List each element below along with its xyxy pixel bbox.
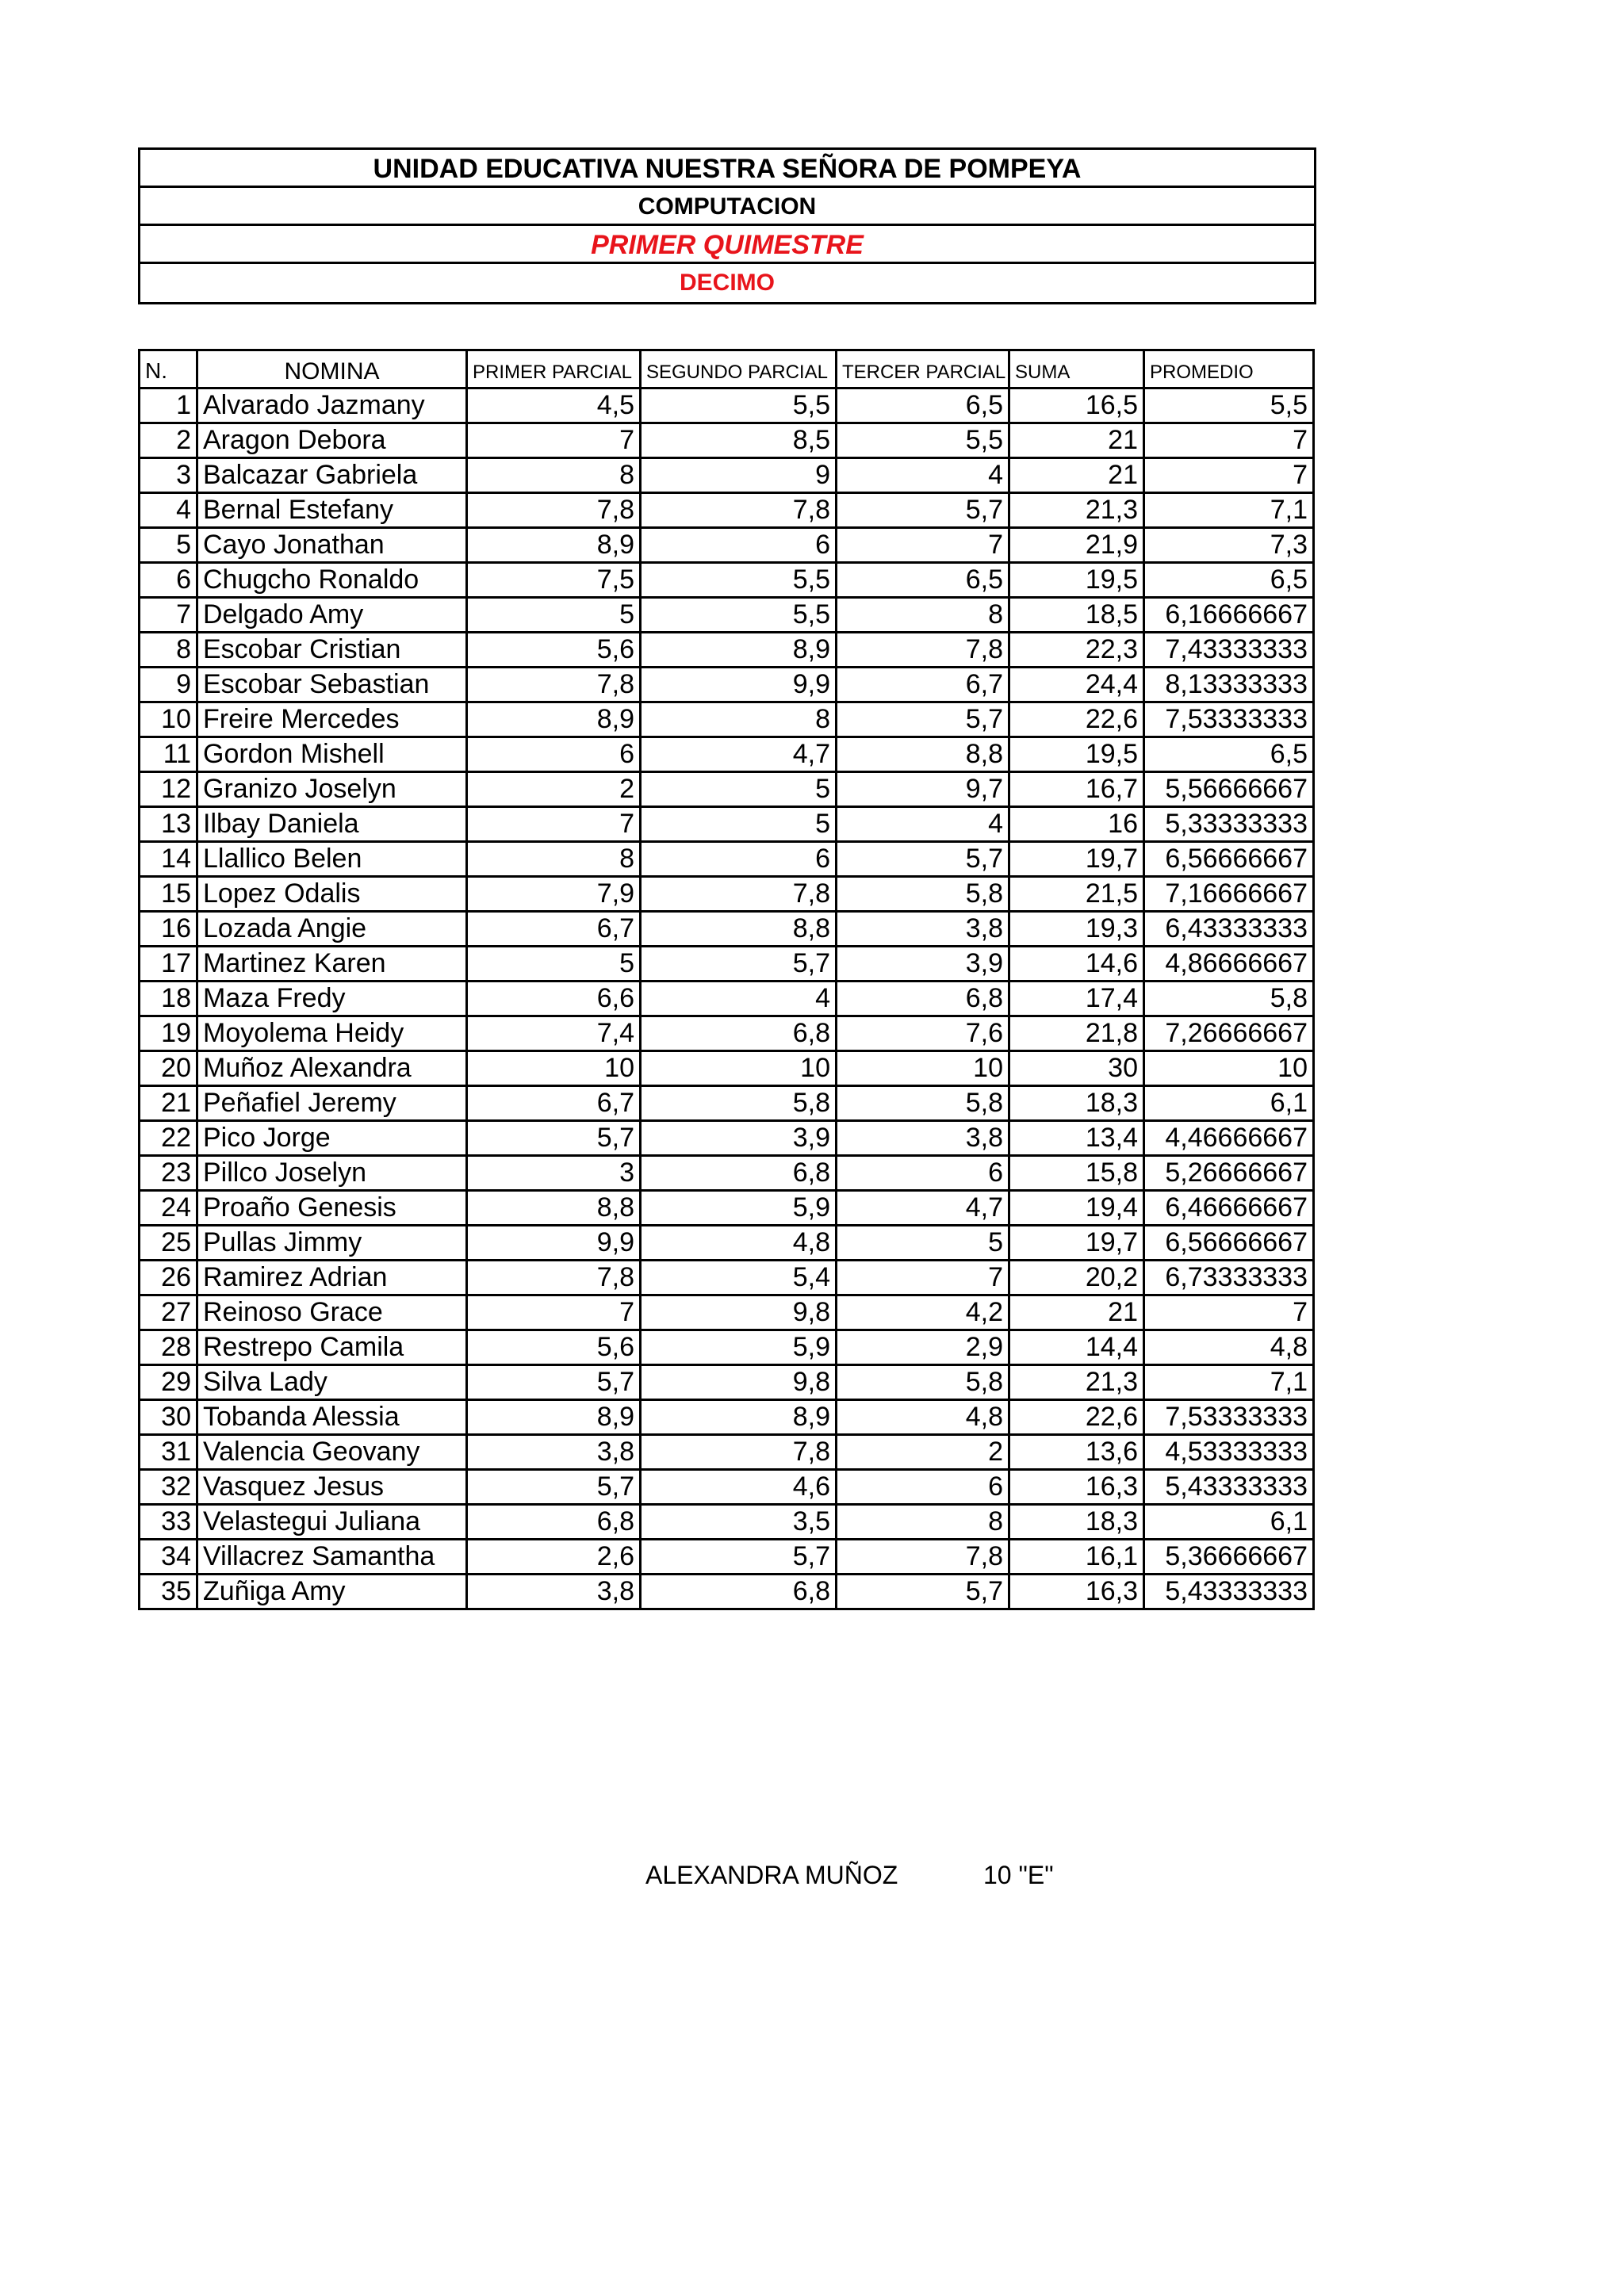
cell-primer-parcial: 7,8: [467, 493, 641, 528]
cell-primer-parcial: 5,7: [467, 1365, 641, 1400]
cell-primer-parcial: 9,9: [467, 1226, 641, 1261]
table-row: [140, 1470, 1314, 1505]
cell-tercer-parcial: 6,7: [837, 668, 1009, 702]
table-row: [140, 737, 1314, 772]
cell-primer-parcial: 2: [467, 772, 641, 807]
cell-suma: 16,3: [1009, 1575, 1144, 1609]
subject-name: COMPUTACION: [140, 188, 1314, 226]
class-label: 10 "E": [983, 1861, 1054, 1889]
cell-promedio: 5,26666667: [1144, 1156, 1314, 1191]
table-row: [140, 633, 1314, 668]
cell-primer-parcial: 5: [467, 598, 641, 633]
table-row: [140, 1505, 1314, 1540]
cell-tercer-parcial: 10: [837, 1051, 1009, 1086]
cell-tercer-parcial: 6: [837, 1470, 1009, 1505]
cell-segundo-parcial: 5,7: [641, 1540, 837, 1575]
cell-promedio: 8,13333333: [1144, 668, 1314, 702]
cell-number: 26: [140, 1261, 197, 1295]
cell-segundo-parcial: 5,5: [641, 563, 837, 598]
cell-student-name: Gordon Mishell: [197, 737, 467, 772]
cell-tercer-parcial: 8,8: [837, 737, 1009, 772]
cell-primer-parcial: 7,5: [467, 563, 641, 598]
table-row: [140, 982, 1314, 1016]
cell-tercer-parcial: 5,7: [837, 1575, 1009, 1609]
cell-segundo-parcial: 4,8: [641, 1226, 837, 1261]
table-row: [140, 1365, 1314, 1400]
cell-segundo-parcial: 3,9: [641, 1121, 837, 1156]
cell-segundo-parcial: 5,9: [641, 1330, 837, 1365]
cell-number: 9: [140, 668, 197, 702]
cell-promedio: 7: [1144, 423, 1314, 458]
cell-promedio: 5,33333333: [1144, 807, 1314, 842]
cell-suma: 16,7: [1009, 772, 1144, 807]
cell-primer-parcial: 6: [467, 737, 641, 772]
cell-primer-parcial: 7: [467, 1295, 641, 1330]
column-header-promedio: PROMEDIO: [1144, 350, 1314, 388]
cell-segundo-parcial: 5,5: [641, 598, 837, 633]
cell-promedio: 7,1: [1144, 493, 1314, 528]
cell-tercer-parcial: 7,6: [837, 1016, 1009, 1051]
cell-number: 30: [140, 1400, 197, 1435]
table-row: [140, 807, 1314, 842]
cell-number: 11: [140, 737, 197, 772]
cell-promedio: 7,53333333: [1144, 1400, 1314, 1435]
cell-suma: 19,5: [1009, 563, 1144, 598]
table-row: [140, 1156, 1314, 1191]
table-row: [140, 563, 1314, 598]
cell-segundo-parcial: 5: [641, 807, 837, 842]
cell-primer-parcial: 8: [467, 458, 641, 493]
cell-segundo-parcial: 3,5: [641, 1505, 837, 1540]
cell-segundo-parcial: 10: [641, 1051, 837, 1086]
cell-primer-parcial: 6,7: [467, 912, 641, 947]
cell-tercer-parcial: 6,5: [837, 388, 1009, 423]
table-row: [140, 912, 1314, 947]
cell-number: 10: [140, 702, 197, 737]
cell-promedio: 10: [1144, 1051, 1314, 1086]
cell-primer-parcial: 3: [467, 1156, 641, 1191]
cell-tercer-parcial: 4,7: [837, 1191, 1009, 1226]
cell-primer-parcial: 5,7: [467, 1470, 641, 1505]
cell-primer-parcial: 8,9: [467, 702, 641, 737]
cell-suma: 16,5: [1009, 388, 1144, 423]
cell-number: 13: [140, 807, 197, 842]
cell-promedio: 4,86666667: [1144, 947, 1314, 982]
cell-tercer-parcial: 6,5: [837, 563, 1009, 598]
cell-number: 24: [140, 1191, 197, 1226]
cell-suma: 24,4: [1009, 668, 1144, 702]
cell-student-name: Freire Mercedes: [197, 702, 467, 737]
grades-table: [138, 349, 1315, 1610]
table-row: [140, 947, 1314, 982]
cell-segundo-parcial: 6,8: [641, 1156, 837, 1191]
cell-promedio: 6,73333333: [1144, 1261, 1314, 1295]
cell-segundo-parcial: 6: [641, 528, 837, 563]
cell-primer-parcial: 8,9: [467, 1400, 641, 1435]
cell-primer-parcial: 3,8: [467, 1575, 641, 1609]
table-row: [140, 702, 1314, 737]
cell-tercer-parcial: 6,8: [837, 982, 1009, 1016]
cell-suma: 18,5: [1009, 598, 1144, 633]
cell-number: 35: [140, 1575, 197, 1609]
cell-suma: 21: [1009, 423, 1144, 458]
cell-suma: 21,3: [1009, 1365, 1144, 1400]
cell-suma: 19,4: [1009, 1191, 1144, 1226]
cell-student-name: Reinoso Grace: [197, 1295, 467, 1330]
cell-tercer-parcial: 4,2: [837, 1295, 1009, 1330]
cell-suma: 19,5: [1009, 737, 1144, 772]
cell-tercer-parcial: 4: [837, 458, 1009, 493]
cell-student-name: Silva Lady: [197, 1365, 467, 1400]
table-row: [140, 1016, 1314, 1051]
cell-primer-parcial: 7: [467, 807, 641, 842]
cell-suma: 21,5: [1009, 877, 1144, 912]
cell-primer-parcial: 4,5: [467, 388, 641, 423]
cell-number: 4: [140, 493, 197, 528]
cell-segundo-parcial: 7,8: [641, 877, 837, 912]
cell-suma: 22,6: [1009, 1400, 1144, 1435]
cell-student-name: Ilbay Daniela: [197, 807, 467, 842]
table-row: [140, 1226, 1314, 1261]
cell-number: 2: [140, 423, 197, 458]
cell-suma: 22,3: [1009, 633, 1144, 668]
cell-student-name: Moyolema Heidy: [197, 1016, 467, 1051]
cell-suma: 16,3: [1009, 1470, 1144, 1505]
cell-segundo-parcial: 8,9: [641, 633, 837, 668]
cell-number: 25: [140, 1226, 197, 1261]
cell-number: 18: [140, 982, 197, 1016]
cell-suma: 21,9: [1009, 528, 1144, 563]
table-row: [140, 1295, 1314, 1330]
cell-student-name: Lopez Odalis: [197, 877, 467, 912]
cell-tercer-parcial: 5,8: [837, 1365, 1009, 1400]
cell-student-name: Delgado Amy: [197, 598, 467, 633]
cell-primer-parcial: 8,8: [467, 1191, 641, 1226]
cell-student-name: Pico Jorge: [197, 1121, 467, 1156]
cell-number: 6: [140, 563, 197, 598]
cell-suma: 15,8: [1009, 1156, 1144, 1191]
table-row: [140, 1086, 1314, 1121]
grade-level: DECIMO: [680, 270, 775, 296]
school-name: UNIDAD EDUCATIVA NUESTRA SEÑORA DE POMPEYA: [140, 150, 1314, 188]
cell-student-name: Pillco Joselyn: [197, 1156, 467, 1191]
cell-segundo-parcial: 7,8: [641, 493, 837, 528]
cell-student-name: Villacrez Samantha: [197, 1540, 467, 1575]
cell-number: 8: [140, 633, 197, 668]
cell-tercer-parcial: 5: [837, 1226, 1009, 1261]
cell-promedio: 7: [1144, 1295, 1314, 1330]
cell-primer-parcial: 6,8: [467, 1505, 641, 1540]
cell-primer-parcial: 7,8: [467, 668, 641, 702]
cell-segundo-parcial: 6,8: [641, 1016, 837, 1051]
table-row: [140, 1121, 1314, 1156]
cell-segundo-parcial: 8,8: [641, 912, 837, 947]
table-header-row: [140, 350, 1314, 388]
cell-student-name: Martinez Karen: [197, 947, 467, 982]
cell-promedio: 7,16666667: [1144, 877, 1314, 912]
table-row: [140, 842, 1314, 877]
cell-promedio: 6,46666667: [1144, 1191, 1314, 1226]
cell-promedio: 7,26666667: [1144, 1016, 1314, 1051]
cell-tercer-parcial: 2: [837, 1435, 1009, 1470]
cell-segundo-parcial: 9: [641, 458, 837, 493]
table-row: [140, 772, 1314, 807]
cell-number: 21: [140, 1086, 197, 1121]
cell-suma: 18,3: [1009, 1086, 1144, 1121]
cell-suma: 21,8: [1009, 1016, 1144, 1051]
cell-promedio: 6,1: [1144, 1505, 1314, 1540]
cell-promedio: 4,46666667: [1144, 1121, 1314, 1156]
cell-tercer-parcial: 5,7: [837, 842, 1009, 877]
cell-primer-parcial: 10: [467, 1051, 641, 1086]
cell-primer-parcial: 2,6: [467, 1540, 641, 1575]
cell-primer-parcial: 7,4: [467, 1016, 641, 1051]
column-header-suma: SUMA: [1009, 350, 1144, 388]
cell-number: 3: [140, 458, 197, 493]
cell-promedio: 7,43333333: [1144, 633, 1314, 668]
cell-segundo-parcial: 5,8: [641, 1086, 837, 1121]
cell-primer-parcial: 5,7: [467, 1121, 641, 1156]
cell-primer-parcial: 5: [467, 947, 641, 982]
cell-promedio: 7: [1144, 458, 1314, 493]
cell-segundo-parcial: 9,9: [641, 668, 837, 702]
cell-promedio: 5,56666667: [1144, 772, 1314, 807]
cell-number: 22: [140, 1121, 197, 1156]
cell-segundo-parcial: 8,9: [641, 1400, 837, 1435]
cell-tercer-parcial: 5,5: [837, 423, 1009, 458]
cell-tercer-parcial: 7,8: [837, 633, 1009, 668]
cell-number: 31: [140, 1435, 197, 1470]
table-row: [140, 388, 1314, 423]
cell-number: 29: [140, 1365, 197, 1400]
cell-suma: 21: [1009, 458, 1144, 493]
table-row: [140, 598, 1314, 633]
cell-segundo-parcial: 9,8: [641, 1365, 837, 1400]
cell-promedio: 6,56666667: [1144, 842, 1314, 877]
column-header-number: N.: [140, 350, 197, 388]
cell-student-name: Alvarado Jazmany: [197, 388, 467, 423]
cell-student-name: Granizo Joselyn: [197, 772, 467, 807]
cell-student-name: Tobanda Alessia: [197, 1400, 467, 1435]
cell-suma: 16: [1009, 807, 1144, 842]
teacher-name: ALEXANDRA MUÑOZ: [645, 1861, 898, 1889]
cell-suma: 19,3: [1009, 912, 1144, 947]
cell-suma: 21,3: [1009, 493, 1144, 528]
cell-promedio: 6,5: [1144, 737, 1314, 772]
cell-segundo-parcial: 4: [641, 982, 837, 1016]
cell-segundo-parcial: 5,4: [641, 1261, 837, 1295]
cell-tercer-parcial: 3,8: [837, 1121, 1009, 1156]
cell-student-name: Vasquez Jesus: [197, 1470, 467, 1505]
cell-number: 33: [140, 1505, 197, 1540]
cell-segundo-parcial: 5: [641, 772, 837, 807]
cell-tercer-parcial: 8: [837, 598, 1009, 633]
cell-student-name: Llallico Belen: [197, 842, 467, 877]
cell-tercer-parcial: 2,9: [837, 1330, 1009, 1365]
cell-promedio: 5,43333333: [1144, 1470, 1314, 1505]
cell-promedio: 5,8: [1144, 982, 1314, 1016]
cell-suma: 19,7: [1009, 842, 1144, 877]
cell-suma: 14,4: [1009, 1330, 1144, 1365]
term-name: PRIMER QUIMESTRE: [140, 226, 1314, 264]
cell-tercer-parcial: 8: [837, 1505, 1009, 1540]
cell-tercer-parcial: 3,9: [837, 947, 1009, 982]
cell-student-name: Peñafiel Jeremy: [197, 1086, 467, 1121]
table-row: [140, 1400, 1314, 1435]
cell-suma: 14,6: [1009, 947, 1144, 982]
table-row: [140, 1191, 1314, 1226]
cell-suma: 22,6: [1009, 702, 1144, 737]
cell-tercer-parcial: 9,7: [837, 772, 1009, 807]
cell-number: 17: [140, 947, 197, 982]
cell-number: 32: [140, 1470, 197, 1505]
cell-primer-parcial: 6,6: [467, 982, 641, 1016]
cell-student-name: Escobar Sebastian: [197, 668, 467, 702]
cell-tercer-parcial: 3,8: [837, 912, 1009, 947]
cell-segundo-parcial: 6,8: [641, 1575, 837, 1609]
cell-tercer-parcial: 4,8: [837, 1400, 1009, 1435]
cell-tercer-parcial: 5,8: [837, 877, 1009, 912]
cell-promedio: 4,8: [1144, 1330, 1314, 1365]
cell-student-name: Balcazar Gabriela: [197, 458, 467, 493]
cell-number: 7: [140, 598, 197, 633]
cell-segundo-parcial: 9,8: [641, 1295, 837, 1330]
table-row: [140, 1051, 1314, 1086]
cell-primer-parcial: 7,9: [467, 877, 641, 912]
cell-student-name: Valencia Geovany: [197, 1435, 467, 1470]
cell-promedio: 7,53333333: [1144, 702, 1314, 737]
cell-suma: 21: [1009, 1295, 1144, 1330]
cell-primer-parcial: 5,6: [467, 1330, 641, 1365]
column-header-segundo-parcial: SEGUNDO PARCIAL: [641, 350, 837, 388]
cell-student-name: Ramirez Adrian: [197, 1261, 467, 1295]
cell-suma: 17,4: [1009, 982, 1144, 1016]
cell-number: 1: [140, 388, 197, 423]
table-row: [140, 877, 1314, 912]
cell-primer-parcial: 7: [467, 423, 641, 458]
cell-number: 27: [140, 1295, 197, 1330]
cell-student-name: Pullas Jimmy: [197, 1226, 467, 1261]
cell-segundo-parcial: 7,8: [641, 1435, 837, 1470]
cell-suma: 30: [1009, 1051, 1144, 1086]
cell-segundo-parcial: 4,6: [641, 1470, 837, 1505]
cell-student-name: Bernal Estefany: [197, 493, 467, 528]
column-header-primer-parcial: PRIMER PARCIAL: [467, 350, 641, 388]
grades-body: [140, 388, 1314, 1609]
cell-number: 23: [140, 1156, 197, 1191]
cell-number: 5: [140, 528, 197, 563]
cell-number: 20: [140, 1051, 197, 1086]
cell-number: 16: [140, 912, 197, 947]
cell-promedio: 6,1: [1144, 1086, 1314, 1121]
table-row: [140, 458, 1314, 493]
cell-tercer-parcial: 4: [837, 807, 1009, 842]
cell-suma: 20,2: [1009, 1261, 1144, 1295]
table-row: [140, 1435, 1314, 1470]
table-row: [140, 528, 1314, 563]
cell-student-name: Zuñiga Amy: [197, 1575, 467, 1609]
column-header-nomina: NOMINA: [197, 350, 467, 388]
cell-student-name: Lozada Angie: [197, 912, 467, 947]
cell-student-name: Aragon Debora: [197, 423, 467, 458]
cell-tercer-parcial: 7: [837, 528, 1009, 563]
cell-number: 34: [140, 1540, 197, 1575]
cell-number: 19: [140, 1016, 197, 1051]
table-row: [140, 423, 1314, 458]
cell-segundo-parcial: 5,5: [641, 388, 837, 423]
table-row: [140, 668, 1314, 702]
cell-student-name: Escobar Cristian: [197, 633, 467, 668]
cell-tercer-parcial: 7,8: [837, 1540, 1009, 1575]
cell-promedio: 5,43333333: [1144, 1575, 1314, 1609]
cell-segundo-parcial: 8,5: [641, 423, 837, 458]
cell-promedio: 4,53333333: [1144, 1435, 1314, 1470]
table-row: [140, 1330, 1314, 1365]
cell-number: 12: [140, 772, 197, 807]
cell-segundo-parcial: 4,7: [641, 737, 837, 772]
cell-promedio: 7,1: [1144, 1365, 1314, 1400]
cell-number: 14: [140, 842, 197, 877]
cell-promedio: 6,43333333: [1144, 912, 1314, 947]
cell-student-name: Velastegui Juliana: [197, 1505, 467, 1540]
cell-student-name: Restrepo Camila: [197, 1330, 467, 1365]
cell-segundo-parcial: 6: [641, 842, 837, 877]
cell-suma: 19,7: [1009, 1226, 1144, 1261]
cell-promedio: 6,56666667: [1144, 1226, 1314, 1261]
cell-primer-parcial: 5,6: [467, 633, 641, 668]
cell-primer-parcial: 7,8: [467, 1261, 641, 1295]
table-row: [140, 1261, 1314, 1295]
cell-student-name: Muñoz Alexandra: [197, 1051, 467, 1086]
cell-primer-parcial: 6,7: [467, 1086, 641, 1121]
report-header: [138, 147, 1316, 304]
column-header-tercer-parcial: TERCER PARCIAL: [837, 350, 1009, 388]
cell-tercer-parcial: 6: [837, 1156, 1009, 1191]
cell-promedio: 6,16666667: [1144, 598, 1314, 633]
cell-tercer-parcial: 5,8: [837, 1086, 1009, 1121]
table-row: [140, 1575, 1314, 1609]
cell-tercer-parcial: 5,7: [837, 702, 1009, 737]
cell-promedio: 7,3: [1144, 528, 1314, 563]
cell-suma: 13,4: [1009, 1121, 1144, 1156]
cell-suma: 13,6: [1009, 1435, 1144, 1470]
table-row: [140, 493, 1314, 528]
cell-primer-parcial: 8,9: [467, 528, 641, 563]
cell-promedio: 6,5: [1144, 563, 1314, 598]
cell-segundo-parcial: 5,9: [641, 1191, 837, 1226]
cell-student-name: Cayo Jonathan: [197, 528, 467, 563]
cell-suma: 18,3: [1009, 1505, 1144, 1540]
cell-promedio: 5,5: [1144, 388, 1314, 423]
cell-tercer-parcial: 5,7: [837, 493, 1009, 528]
cell-tercer-parcial: 7: [837, 1261, 1009, 1295]
cell-student-name: Chugcho Ronaldo: [197, 563, 467, 598]
cell-primer-parcial: 3,8: [467, 1435, 641, 1470]
cell-segundo-parcial: 5,7: [641, 947, 837, 982]
cell-number: 15: [140, 877, 197, 912]
cell-number: 28: [140, 1330, 197, 1365]
cell-promedio: 5,36666667: [1144, 1540, 1314, 1575]
cell-student-name: Maza Fredy: [197, 982, 467, 1016]
cell-primer-parcial: 8: [467, 842, 641, 877]
cell-segundo-parcial: 8: [641, 702, 837, 737]
table-row: [140, 1540, 1314, 1575]
cell-suma: 16,1: [1009, 1540, 1144, 1575]
cell-student-name: Proaño Genesis: [197, 1191, 467, 1226]
